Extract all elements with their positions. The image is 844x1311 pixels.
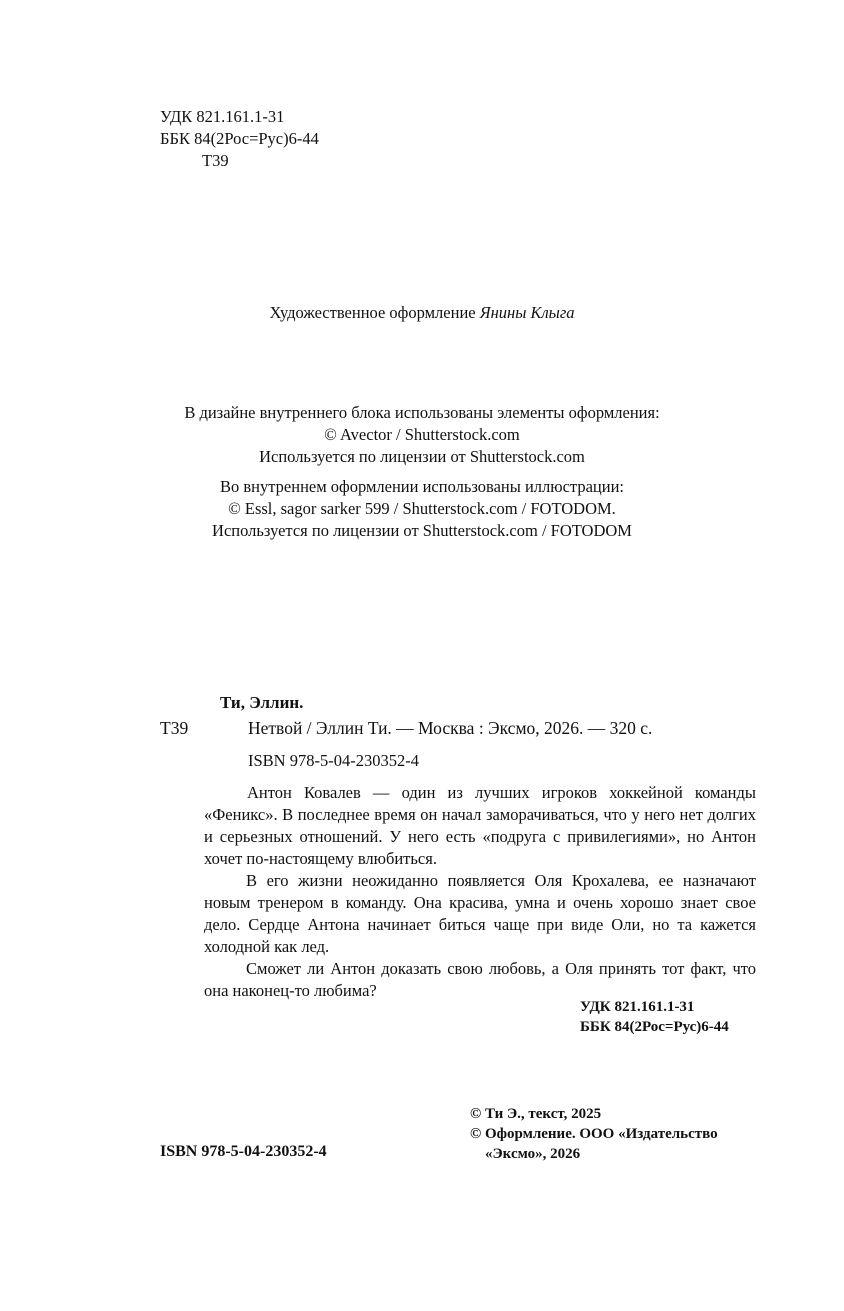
art-design-credit [0, 302, 844, 324]
credits-2-line-3: Используется по лицензии от Shutterstock.com / FOTODOM [212, 521, 632, 540]
credits-1-line-2: © Avector / Shutterstock.com [324, 425, 520, 444]
copyright-design-line-2: «Эксмо», 2026 [485, 1146, 581, 1162]
catalog-bbk: ББК 84(2Рос=Рус)6-44 [580, 1019, 729, 1035]
annotation-paragraph-1: Антон Ковалев — один из лучших игроков хоккейной команды «Феникс». В последнее время он начал заморачиваться, что у него нет долгих и серьезных отношений. У него есть «подруга с привилегиями», но Антон хочет по-настоящему влюбиться. [204, 783, 756, 868]
copyright-design-line-1: © Оформление. ООО «Издательство [470, 1126, 718, 1142]
copyright-text: © Ти Э., текст, 2025 [470, 1106, 602, 1122]
annotation-paragraph-3: Сможет ли Антон доказать свою любовь, а Оля принять тот факт, что она наконец-то любима? [204, 959, 756, 1000]
author-sign-top: Т39 [202, 151, 229, 170]
catalog-annotation [204, 782, 756, 1002]
art-design-prefix: Художественное оформление [269, 303, 476, 322]
art-designer-name: Янины Клыга [479, 303, 575, 322]
catalog-udk: УДК 821.161.1-31 [580, 999, 695, 1015]
catalog-author-sign: Т39 [160, 718, 189, 738]
catalog-title-line: Нетвой / Эллин Ти. — Москва : Эксмо, 2026. — 320 с. [248, 718, 653, 738]
credits-2-line-1: Во внутреннем оформлении использованы иллюстрации: [220, 477, 624, 496]
credits-1-line-1: В дизайне внутреннего блока использованы элементы оформления: [184, 403, 660, 422]
annotation-paragraph-2: В его жизни неожиданно появляется Оля Крохалева, ее назначают новым тренером в команду. Она красива, умна и очень хорошо знает свое дело. Сердце Антона начинает биться чаще при виде Оли, но та кажется холодной как лед. [204, 871, 756, 956]
catalog-isbn: ISBN 978-5-04-230352-4 [248, 751, 419, 770]
credits-1-line-3: Используется по лицензии от Shutterstock.com [259, 447, 585, 466]
udk-top: УДК 821.161.1-31 [160, 107, 285, 126]
catalog-author-heading: Ти, Эллин. [220, 693, 304, 712]
credits-2-line-2: © Essl, sagor sarker 599 / Shutterstock.com / FOTODOM. [228, 499, 616, 518]
bbk-top: ББК 84(2Рос=Рус)6-44 [160, 129, 319, 148]
footer-isbn: ISBN 978-5-04-230352-4 [160, 1143, 327, 1160]
